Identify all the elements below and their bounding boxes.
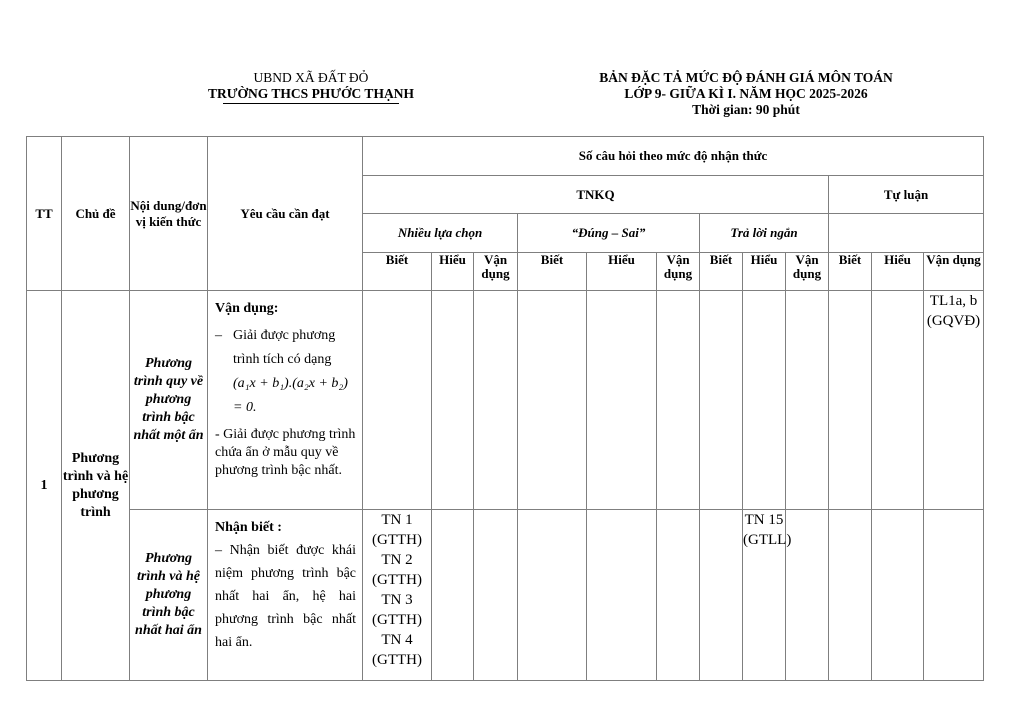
row-noi-dung: Phương trình và hệ phương trình bậc nhất hai ẩn	[130, 510, 208, 681]
row-yeu-cau	[208, 510, 363, 681]
question-label: TN 4 (GTTH)	[372, 632, 422, 668]
level-cell: Vận dụng	[474, 253, 518, 291]
yc-line1: Giải được phương trình tích có dạng	[233, 328, 336, 367]
col-chu-de: Chủ đề	[62, 137, 130, 291]
col-noi-dung: Nội dung/đơn vị kiến thức	[130, 137, 208, 291]
header-left	[180, 70, 442, 104]
level-cell: Biết	[518, 253, 587, 291]
yc-dash: –	[215, 328, 222, 343]
row-chu-de: Phương trình và hệ phương trình	[62, 291, 130, 681]
level-cell: Vận dụng	[924, 253, 984, 291]
question-label: TN 1 (GTTH)	[372, 512, 422, 548]
header-row-1	[27, 137, 984, 176]
level-cell: Hiểu	[743, 253, 786, 291]
yc-title: Nhận biết :	[215, 520, 282, 535]
row-yeu-cau	[208, 291, 363, 510]
col-dung-sai: “Đúng – Sai”	[518, 214, 700, 253]
district-name: UBND XÃ ĐẤT ĐỎ	[253, 70, 369, 85]
col-so-cau-hoi: Số câu hỏi theo mức độ nhận thức	[363, 137, 984, 176]
table-row	[27, 510, 984, 681]
sa-hieu-cell: TN 15 (GTLL)	[743, 510, 786, 681]
question-label: TN 2 (GTTH)	[372, 552, 422, 588]
level-cell: Hiểu	[587, 253, 657, 291]
yc-line2: - Giải được phương trình chứa ẩn ở mẫu quy về phương trình bậc nhất.	[215, 427, 356, 478]
specification-table	[26, 136, 984, 681]
tl-vd-cell: TL1a, b (GQVĐ)	[924, 291, 984, 510]
table-row	[27, 291, 984, 510]
question-label: TN 3 (GTTH)	[372, 592, 422, 628]
school-underline	[223, 103, 399, 104]
document-title: BẢN ĐẶC TẢ MỨC ĐỘ ĐÁNH GIÁ MÔN TOÁN	[599, 70, 893, 85]
col-tt: TT	[27, 137, 62, 291]
level-cell: Biết	[363, 253, 432, 291]
header-right	[556, 70, 936, 118]
yc-title: Vận dụng:	[215, 301, 279, 316]
school-name: TRƯỜNG THCS PHƯỚC THẠNH	[208, 86, 414, 101]
level-cell: Biết	[829, 253, 872, 291]
level-cell: Hiểu	[872, 253, 924, 291]
yc-text	[233, 324, 356, 420]
col-tu-luan-blank	[829, 214, 984, 253]
yc-line1: – Nhận biết được khái niệm phương trình bậc nhất hai ẩn, hệ hai phương trình bậc nhất hai ẩn.	[215, 543, 356, 650]
col-nhieu-lua-chon: Nhiều lựa chọn	[363, 214, 518, 253]
col-tra-loi-ngan: Trả lời ngắn	[700, 214, 829, 253]
document-subtitle: LỚP 9- GIỮA KÌ I. NĂM HỌC 2025-2026	[624, 86, 868, 101]
row-noi-dung: Phương trình quy về phương trình bậc nhất một ẩn	[130, 291, 208, 510]
exam-duration: Thời gian: 90 phút	[692, 102, 800, 117]
col-tnkq: TNKQ	[363, 176, 829, 214]
yc-item	[215, 324, 356, 420]
level-cell: Hiểu	[432, 253, 474, 291]
row-tt: 1	[27, 291, 62, 681]
col-yeu-cau: Yêu cầu cần đạt	[208, 137, 363, 291]
mc-biet-cell	[363, 510, 432, 681]
level-cell: Vận dụng	[657, 253, 700, 291]
yc-formula: (a₁x + b₁).(a₂x + b₂) = 0.	[233, 376, 348, 415]
level-cell: Biết	[700, 253, 743, 291]
col-tu-luan: Tự luận	[829, 176, 984, 214]
level-cell: Vận dụng	[786, 253, 829, 291]
